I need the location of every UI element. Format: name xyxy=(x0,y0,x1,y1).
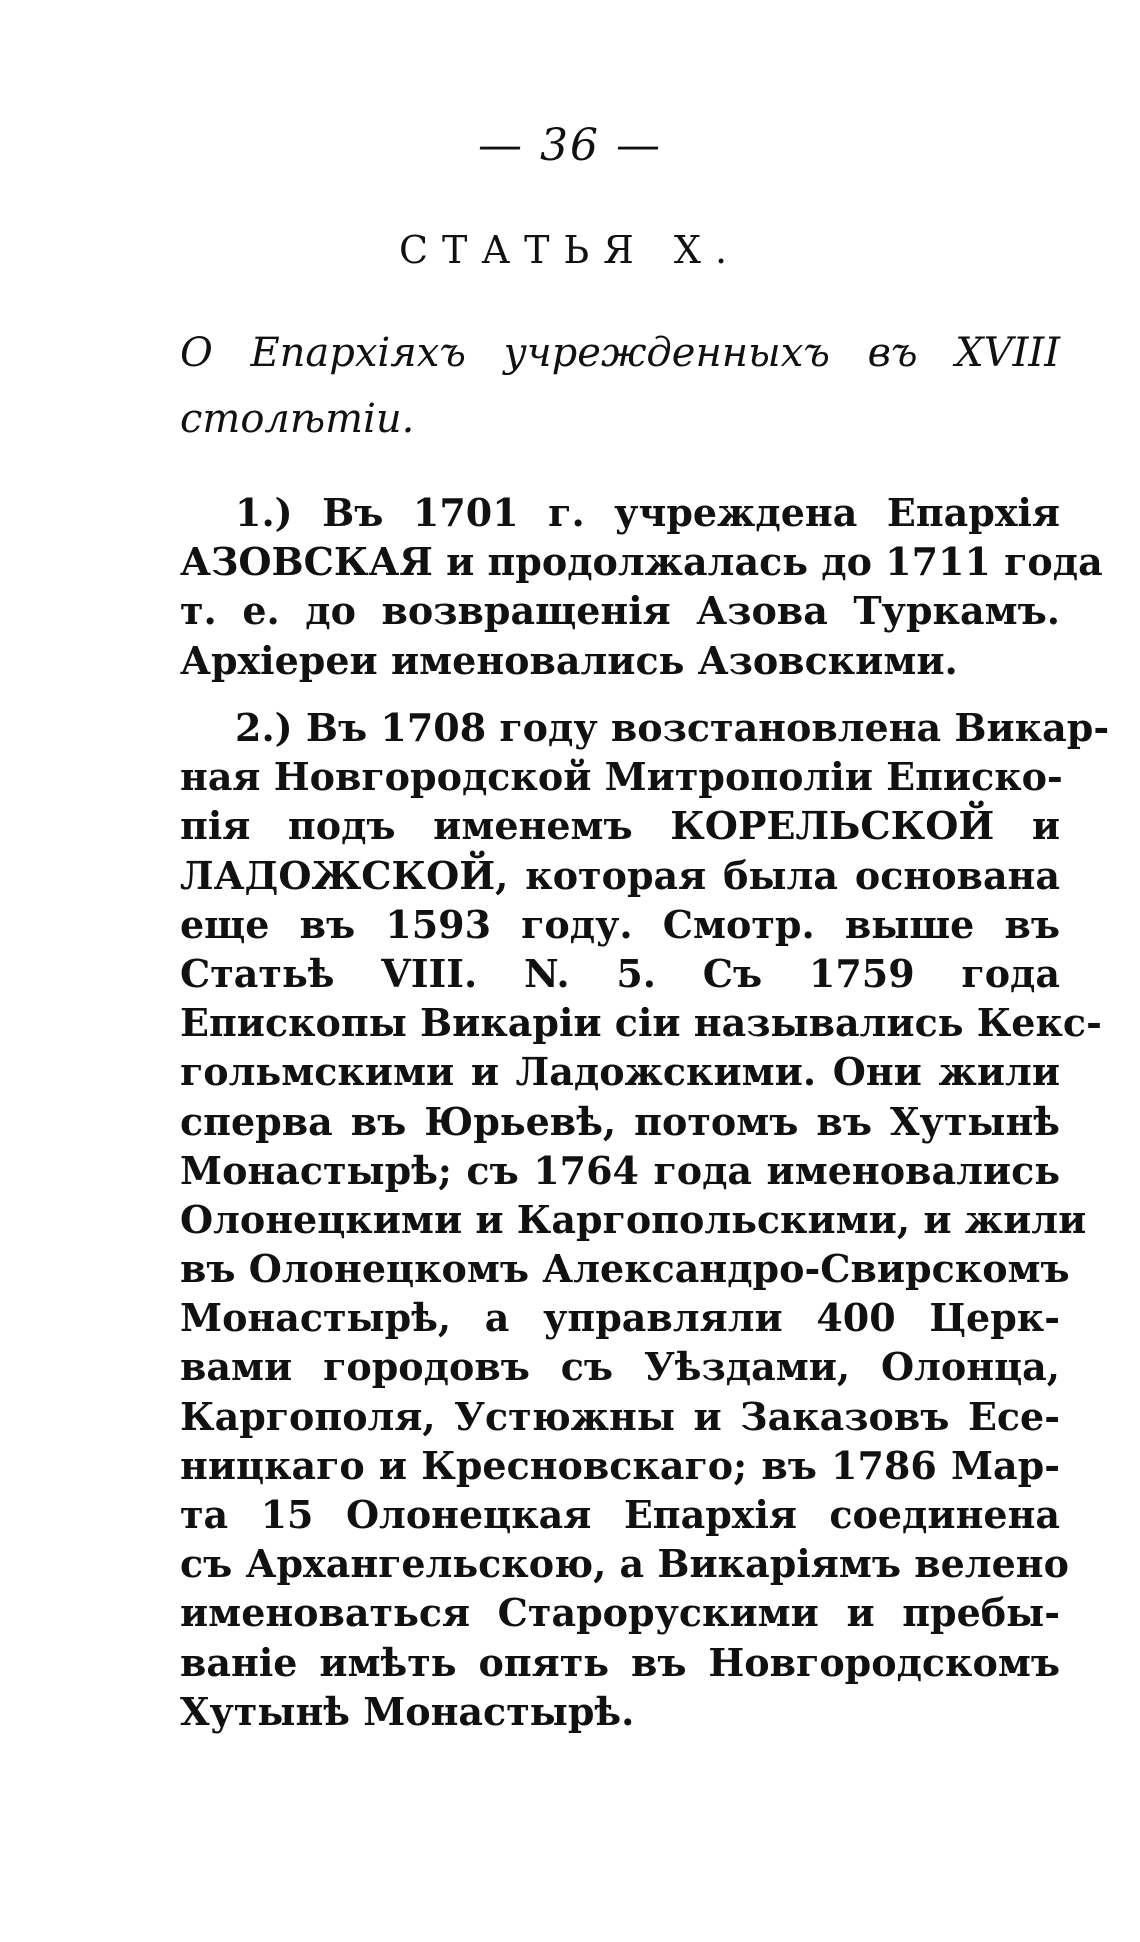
paragraph-line: еще въ 1593 году. Смотр. выше въ xyxy=(180,901,1060,947)
article-title: СТАТЬЯ X. xyxy=(398,228,742,272)
paragraph-line: Монастырѣ; съ 1764 года именовались xyxy=(180,1147,1060,1193)
article-subtitle-line-2: столѣтіи. xyxy=(180,396,415,442)
paragraph-line: вами городовъ съ Уѣздами, Олонца, xyxy=(180,1344,1060,1390)
paragraph-2 xyxy=(180,703,1110,1736)
paragraph-1 xyxy=(180,488,1103,685)
paragraph-line: ная Новгородской Митрополіи Еписко- xyxy=(180,754,1063,800)
paragraph-line: 1.) Въ 1701 г. учреждена Епархія xyxy=(235,490,1060,535)
paragraph-line: ЛАДОЖСКОЙ, которая была основана xyxy=(180,852,1060,898)
page-number: — 36 — xyxy=(478,120,662,171)
paragraph-line: т. е. до возвращенія Азова Туркамъ. xyxy=(180,588,1060,634)
paragraph-line: именоваться Старорускими и пребы- xyxy=(180,1590,1060,1636)
paragraph-line: ваніе имѣть опять въ Новгородскомъ xyxy=(180,1639,1060,1685)
article-subtitle-line-1: О Епархіяхъ учрежденныхъ въ XVIII xyxy=(180,330,1060,376)
paragraph-line: та 15 Олонецкая Епархія соединена xyxy=(180,1492,1060,1537)
paragraph-line: съ Архангельскою, а Викаріямъ велено xyxy=(180,1541,1069,1587)
paragraph-line: въ Олонецкомъ Александро-Свирскомъ xyxy=(180,1246,1070,1292)
paragraph-line: пія подъ именемъ КОРЕЛЬСКОЙ и xyxy=(180,803,1060,849)
paragraph-line: Хутынѣ Монастырѣ. xyxy=(180,1688,635,1734)
paragraph-line: Олонецкими и Каргопольскими, и жили xyxy=(180,1196,1087,1242)
paragraph-line: ницкаго и Кресновскаго; въ 1786 Мар- xyxy=(180,1442,1060,1488)
paragraph-line: Статьѣ VIII. N. 5. Съ 1759 года xyxy=(180,950,1060,996)
paragraph-line: 2.) Въ 1708 году возстановлена Викар- xyxy=(235,705,1110,750)
paragraph-line: сперва въ Юрьевѣ, потомъ въ Хутынѣ xyxy=(180,1098,1060,1144)
paragraph-line: Монастырѣ, а управляли 400 Церк- xyxy=(180,1295,1060,1341)
paragraph-line: гольмскими и Ладожскими. Они жили xyxy=(180,1049,1060,1095)
paragraph-line: Каргополя, Устюжны и Заказовъ Есе- xyxy=(180,1393,1060,1439)
paragraph-line: Архіереи именовались Азовскими. xyxy=(180,637,958,683)
paragraph-line: АЗОВСКАЯ и продолжалась до 1711 года xyxy=(180,539,1103,585)
paragraph-line: Епископы Викаріи сіи назывались Кекс- xyxy=(180,1000,1102,1046)
